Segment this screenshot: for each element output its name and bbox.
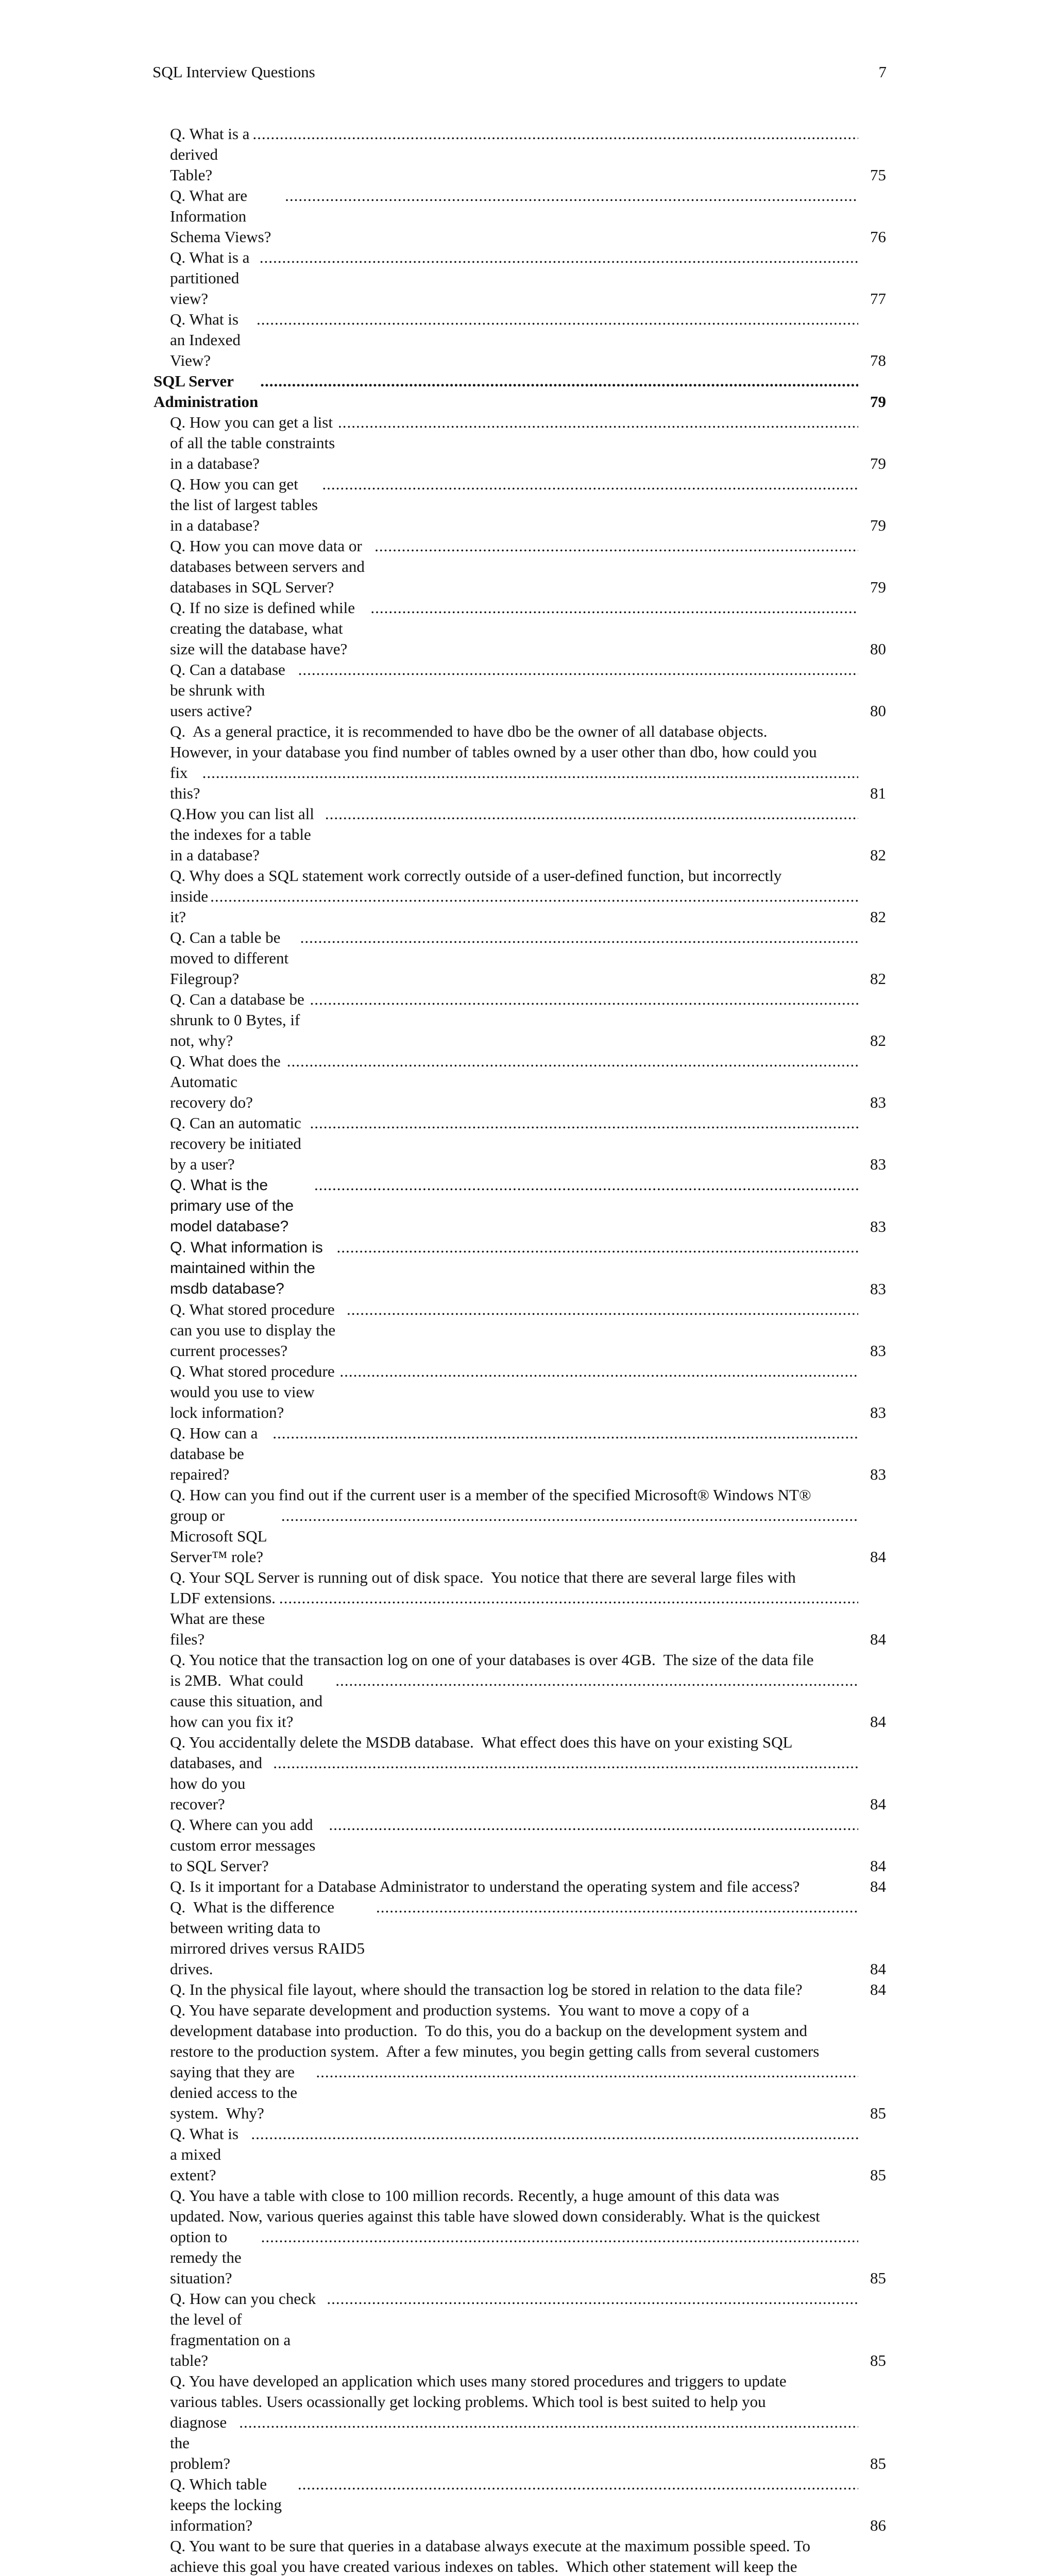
toc-entry-text: Q. What stored procedure would you use to view lock information? <box>170 1362 339 1421</box>
dot-leader <box>202 762 858 783</box>
toc-entry[interactable] <box>170 1979 886 2000</box>
toc-entry-body <box>170 804 886 866</box>
toc-entry-text: Q. What is a partitioned view? <box>170 248 254 308</box>
dot-leader <box>339 1361 858 1382</box>
toc-entry-body <box>170 124 886 185</box>
toc-entry-last-line <box>170 762 860 804</box>
toc-entry[interactable] <box>170 185 886 247</box>
toc-entry-text: Q. What is a mixed extent? <box>170 2125 243 2184</box>
toc-entry-text: Q. Can an automatic recovery be initiated by a user? <box>170 1114 305 1173</box>
dot-leader <box>210 886 858 907</box>
toc-entry-last-line <box>170 1237 860 1299</box>
toc-entry[interactable] <box>170 2124 886 2185</box>
toc-entry-body <box>170 1815 886 1876</box>
toc-entry[interactable] <box>170 2536 886 2576</box>
toc-entry-body <box>170 1485 886 1567</box>
toc-page-number: 83 <box>870 1280 886 1298</box>
toc-page-number: 84 <box>870 1857 886 1875</box>
toc-entry-last-line <box>170 1876 860 1897</box>
toc-entry[interactable] <box>170 247 886 309</box>
toc-entry-text-line: achieve this goal you have created various indexes on tables. Which other statement will keep the <box>170 2557 797 2575</box>
toc-entry-text: Q. What is the difference between writing data to mirrored drives versus RAID5 drives. <box>170 1898 369 1978</box>
dot-leader <box>279 1588 858 1608</box>
toc-entry-text: databases, and how do you recover? <box>170 1754 266 1813</box>
toc-entry-body <box>170 1175 886 1237</box>
toc-entry-text: is 2MB. What could cause this situation, and how can you fix it? <box>170 1671 327 1731</box>
toc-entry-text: Q. Is it important for a Database Administrator to understand the operating system and file access? <box>170 1877 800 1895</box>
toc-entry-body <box>170 2000 886 2124</box>
toc-entry-body <box>170 536 886 598</box>
toc-entry-last-line <box>170 1113 860 1175</box>
dot-leader <box>347 1299 858 1320</box>
toc-entry-text: saying that they are denied access to the system. Why? <box>170 2063 301 2122</box>
toc-entry-text-line: Q. Your SQL Server is running out of disk space. You notice that there are several large files with <box>170 1568 796 1586</box>
dot-leader <box>336 1237 858 1258</box>
toc-page-number: 83 <box>870 1342 886 1360</box>
toc-entry-body <box>170 2289 886 2371</box>
toc-entry-body <box>170 2371 886 2474</box>
toc-page-number: 84 <box>870 1960 886 1978</box>
toc-entry[interactable] <box>170 474 886 536</box>
dot-leader <box>329 1815 858 1835</box>
toc-entry-last-line <box>154 371 860 412</box>
toc-entry-body <box>170 1876 886 1897</box>
toc-entry-text: Q. Can a database be shrunk with users active? <box>170 660 290 720</box>
dot-leader <box>335 1670 858 1691</box>
toc-entry-text: group or Microsoft SQL Server™ role? <box>170 1506 271 1566</box>
toc-entry-last-line <box>170 1175 860 1237</box>
toc-entry-last-line <box>170 2062 860 2124</box>
toc-entry-last-line <box>170 598 860 659</box>
toc-page-number: 84 <box>870 1548 886 1566</box>
toc-entry[interactable] <box>170 866 886 927</box>
toc-entry-text: SQL Server Administration <box>154 372 259 411</box>
toc-entry-body <box>170 598 886 659</box>
dot-leader <box>285 185 858 206</box>
toc-entry-text-line: Q. You want to be sure that queries in a database always execute at the maximum possible speed. To <box>170 2537 810 2555</box>
toc-entry-last-line <box>170 1361 860 1423</box>
dot-leader <box>325 804 858 824</box>
dot-leader <box>281 1505 858 1526</box>
toc-page-number: 78 <box>870 351 886 369</box>
toc-entry-last-line <box>170 2412 860 2474</box>
toc-entry[interactable] <box>170 412 886 474</box>
toc-entry-text-line: Q. You have separate development and production systems. You want to move a copy of a <box>170 2001 750 2019</box>
toc-entry-body <box>170 866 886 927</box>
toc-entry-body <box>170 2124 886 2185</box>
dot-leader <box>314 1175 858 1195</box>
toc-entry-body <box>170 989 886 1051</box>
toc-entry-body <box>170 2474 886 2536</box>
toc-page-number: 84 <box>870 1713 886 1731</box>
toc-entry[interactable] <box>170 1815 886 1876</box>
toc-entry-text-line: Q. You accidentally delete the MSDB database. What effect does this have on your existing SQL <box>170 1733 793 1751</box>
toc-entry-body <box>170 1897 886 1979</box>
dot-leader <box>298 659 858 680</box>
table-of-contents <box>154 124 886 2576</box>
toc-entry-text: fix this? <box>170 764 200 802</box>
dot-leader <box>261 2227 858 2247</box>
toc-entry-body <box>170 1979 886 2000</box>
toc-entry-text-line: Q. You notice that the transaction log on one of your databases is over 4GB. The size of the data file <box>170 1651 814 1669</box>
toc-page-number: 83 <box>870 1217 886 1235</box>
toc-page-number: 79 <box>870 393 886 411</box>
toc-entry-last-line <box>170 1299 860 1361</box>
toc-entry-body <box>170 721 886 804</box>
toc-entry-last-line <box>170 1505 860 1567</box>
toc-page-number: 85 <box>870 2166 886 2184</box>
toc-entry-body <box>170 185 886 247</box>
toc-section-heading[interactable] <box>154 371 886 412</box>
toc-entry[interactable] <box>170 1485 886 1567</box>
toc-entry[interactable] <box>170 989 886 1051</box>
toc-entry-body <box>170 1567 886 1650</box>
toc-page-number: 79 <box>870 578 886 596</box>
running-header <box>152 61 887 83</box>
toc-entry-text-line: Q. You have developed an application which uses many stored procedures and triggers to update <box>170 2372 787 2390</box>
toc-entry[interactable] <box>170 2474 886 2536</box>
toc-entry-last-line <box>170 1670 860 1732</box>
toc-page-number: 85 <box>870 2454 886 2472</box>
toc-entry-text-line: Q. As a general practice, it is recommended to have dbo be the owner of all database objects. <box>170 722 768 740</box>
toc-entry[interactable] <box>170 309 886 371</box>
toc-entry-last-line <box>170 2289 860 2371</box>
header-title: SQL Interview Questions <box>152 63 315 81</box>
toc-entry[interactable] <box>170 659 886 721</box>
toc-page-number: 85 <box>870 2351 886 2369</box>
toc-entry-body <box>170 1732 886 1815</box>
toc-entry-text-line: Q. You have a table with close to 100 million records. Recently, a huge amount of this data was <box>170 2187 779 2205</box>
toc-entry-body <box>170 1423 886 1485</box>
toc-entry-body <box>170 1650 886 1732</box>
toc-entry-last-line <box>170 1979 860 2000</box>
header-page-number: 7 <box>878 63 887 81</box>
toc-entry-last-line <box>170 1897 860 1979</box>
dot-leader <box>257 309 858 330</box>
toc-page-number: 84 <box>870 1795 886 1813</box>
toc-entry-body <box>170 659 886 721</box>
toc-entry[interactable] <box>170 1361 886 1423</box>
toc-page-number: 83 <box>870 1403 886 1421</box>
dot-leader <box>239 2412 858 2433</box>
toc-page-number: 82 <box>870 970 886 988</box>
toc-entry-text: Q. Can a table be moved to different Filegroup? <box>170 928 293 988</box>
toc-entry-body <box>170 2536 886 2576</box>
toc-entry[interactable] <box>170 1650 886 1732</box>
toc-entry-last-line <box>170 2474 860 2536</box>
toc-page-number: 83 <box>870 1093 886 1111</box>
toc-entry[interactable] <box>170 1237 886 1299</box>
toc-page-number: 84 <box>870 1630 886 1648</box>
toc-entry-text-line: restore to the production system. After a few minutes, you begin getting calls from several customers <box>170 2042 820 2060</box>
toc-entry-last-line <box>170 1753 860 1815</box>
dot-leader <box>260 247 858 268</box>
toc-entry-body <box>170 1051 886 1113</box>
toc-entry-last-line <box>170 927 860 989</box>
dot-leader <box>310 1113 858 1133</box>
toc-page-number: 79 <box>870 516 886 534</box>
toc-entry-text-line: updated. Now, various queries against this table have slowed down considerably. What is the quickest <box>170 2207 820 2225</box>
toc-entry-text: Q. Where can you add custom error messages to SQL Server? <box>170 1816 320 1875</box>
toc-entry[interactable] <box>170 1113 886 1175</box>
toc-entry[interactable] <box>170 2185 886 2289</box>
toc-page-number: 85 <box>870 2104 886 2122</box>
dot-leader <box>338 412 858 433</box>
toc-entry[interactable] <box>170 536 886 598</box>
toc-entry-text-line: development database into production. To do this, you do a backup on the development system and <box>170 2022 808 2040</box>
dot-leader <box>273 1753 858 1773</box>
toc-page-number: 84 <box>870 1877 886 1895</box>
toc-entry-text: Q. If no size is defined while creating the database, what size will the database have? <box>170 599 359 658</box>
toc-entry-last-line <box>170 1051 860 1113</box>
toc-entry-text: Q. What information is maintained within the msdb database? <box>170 1239 328 1297</box>
dot-leader <box>322 474 858 495</box>
toc-entry-last-line <box>170 124 860 185</box>
toc-entry-text: Q. What is the primary use of the model database? <box>170 1177 298 1235</box>
toc-page-number: 85 <box>870 2269 886 2287</box>
toc-entry-last-line <box>170 185 860 247</box>
toc-entry-text: LDF extensions. What are these files? <box>170 1589 283 1648</box>
toc-entry-last-line <box>170 886 860 927</box>
toc-entry-text: Q. Can a database be shrunk to 0 Bytes, if not, why? <box>170 990 309 1049</box>
dot-leader <box>300 927 858 948</box>
toc-entry-last-line <box>170 989 860 1051</box>
toc-entry-last-line <box>170 474 860 536</box>
toc-entry-text: Q. In the physical file layout, where should the transaction log be stored in relation to the data file? <box>170 1980 803 1998</box>
toc-entry-last-line <box>170 536 860 598</box>
toc-entry-body <box>170 1299 886 1361</box>
dot-leader <box>375 536 858 556</box>
toc-entry[interactable] <box>170 1732 886 1815</box>
toc-entry-text: option to remedy the situation? <box>170 2228 246 2287</box>
toc-entry-body <box>170 474 886 536</box>
toc-entry-text: Q. How you can get the list of largest tables in a database? <box>170 475 322 534</box>
dot-leader <box>287 1051 858 1072</box>
toc-entry-text: Q.How you can list all the indexes for a table in a database? <box>170 805 318 864</box>
toc-page-number: 84 <box>870 1980 886 1998</box>
toc-entry[interactable] <box>170 2371 886 2474</box>
toc-entry-last-line <box>170 659 860 721</box>
toc-page-number: 83 <box>870 1465 886 1483</box>
toc-page-number: 76 <box>870 228 886 246</box>
toc-entry-text: Q. How you can move data or databases between servers and databases in SQL Server? <box>170 537 369 596</box>
toc-page-number: 77 <box>870 290 886 308</box>
toc-entry-last-line <box>170 1423 860 1485</box>
toc-entry[interactable] <box>170 804 886 866</box>
toc-page-number: 82 <box>870 846 886 864</box>
toc-entry[interactable] <box>170 2289 886 2371</box>
dot-leader <box>260 371 858 392</box>
toc-entry-text: Q. What stored procedure can you use to display the current processes? <box>170 1300 339 1360</box>
toc-page-number: 80 <box>870 702 886 720</box>
toc-entry-body <box>170 927 886 989</box>
toc-entry-body <box>170 1361 886 1423</box>
dot-leader <box>316 2062 858 2082</box>
toc-entry[interactable] <box>170 1897 886 1979</box>
toc-page-number: 83 <box>870 1155 886 1173</box>
toc-entry[interactable] <box>170 2000 886 2124</box>
toc-page-number: 79 <box>870 454 886 472</box>
toc-entry-text: Q. What is a derived Table? <box>170 125 254 184</box>
toc-entry-last-line <box>170 1588 860 1650</box>
toc-entry-body <box>170 247 886 309</box>
toc-entry-text: inside it? <box>170 887 212 926</box>
toc-page-number: 80 <box>870 640 886 658</box>
dot-leader <box>251 2124 858 2144</box>
toc-entry-body <box>170 309 886 371</box>
dot-leader <box>298 2474 858 2495</box>
toc-entry-text: Q. What does the Automatic recovery do? <box>170 1052 284 1111</box>
toc-entry-last-line <box>170 412 860 474</box>
toc-entry-body <box>154 371 886 412</box>
toc-entry-last-line <box>170 1815 860 1876</box>
dot-leader <box>376 1897 858 1918</box>
toc-entry-text: Q. How you can get a list of all the table constraints in a database? <box>170 413 339 472</box>
toc-entry[interactable] <box>170 1567 886 1650</box>
dot-leader <box>370 598 858 618</box>
toc-entry[interactable] <box>170 1051 886 1113</box>
toc-entry[interactable] <box>170 1175 886 1237</box>
toc-entry[interactable] <box>170 598 886 659</box>
toc-page-number: 82 <box>870 1031 886 1049</box>
toc-entry-text: Q. Which table keeps the locking information? <box>170 2475 286 2534</box>
dot-leader <box>252 124 858 144</box>
toc-entry-text-line: Q. Why does a SQL statement work correctly outside of a user-defined function, but incorrectly <box>170 867 782 885</box>
toc-entry[interactable] <box>170 1876 886 1897</box>
toc-entry[interactable] <box>170 721 886 804</box>
toc-entry-text: Q. How can you check the level of fragmentation on a table? <box>170 2290 320 2369</box>
toc-entry-body <box>170 1237 886 1299</box>
toc-entry[interactable] <box>170 1299 886 1361</box>
toc-entry-text: Q. What are Information Schema Views? <box>170 187 271 246</box>
toc-entry-last-line <box>170 804 860 866</box>
toc-page-number: 82 <box>870 908 886 926</box>
toc-entry-last-line <box>170 309 860 371</box>
dot-leader <box>310 989 858 1010</box>
toc-entry[interactable] <box>170 1423 886 1485</box>
toc-entry-last-line <box>170 2227 860 2289</box>
toc-entry[interactable] <box>170 124 886 185</box>
toc-entry-body <box>170 2185 886 2289</box>
toc-entry-text-line: various tables. Users ocassionally get locking problems. Which tool is best suited to help you <box>170 2393 766 2411</box>
toc-page-number: 86 <box>870 2516 886 2534</box>
toc-entry-body <box>170 1113 886 1175</box>
toc-entry-text: Q. What is an Indexed View? <box>170 310 245 369</box>
toc-entry-last-line <box>170 2124 860 2185</box>
dot-leader <box>273 1423 858 1444</box>
toc-page-number: 81 <box>870 784 886 802</box>
dot-leader <box>327 2289 858 2309</box>
toc-entry[interactable] <box>170 927 886 989</box>
toc-entry-text-line: Q. How can you find out if the current user is a member of the specified Microsoft® Windows NT® <box>170 1486 811 1504</box>
toc-entry-text-line: However, in your database you find number of tables owned by a user other than dbo, how could you <box>170 743 817 761</box>
toc-entry-body <box>170 412 886 474</box>
toc-entry-text: Q. How can a database be repaired? <box>170 1424 262 1483</box>
toc-entry-text: diagnose the problem? <box>170 2413 231 2472</box>
toc-entry-last-line <box>170 247 860 309</box>
toc-page-number: 75 <box>870 166 886 184</box>
